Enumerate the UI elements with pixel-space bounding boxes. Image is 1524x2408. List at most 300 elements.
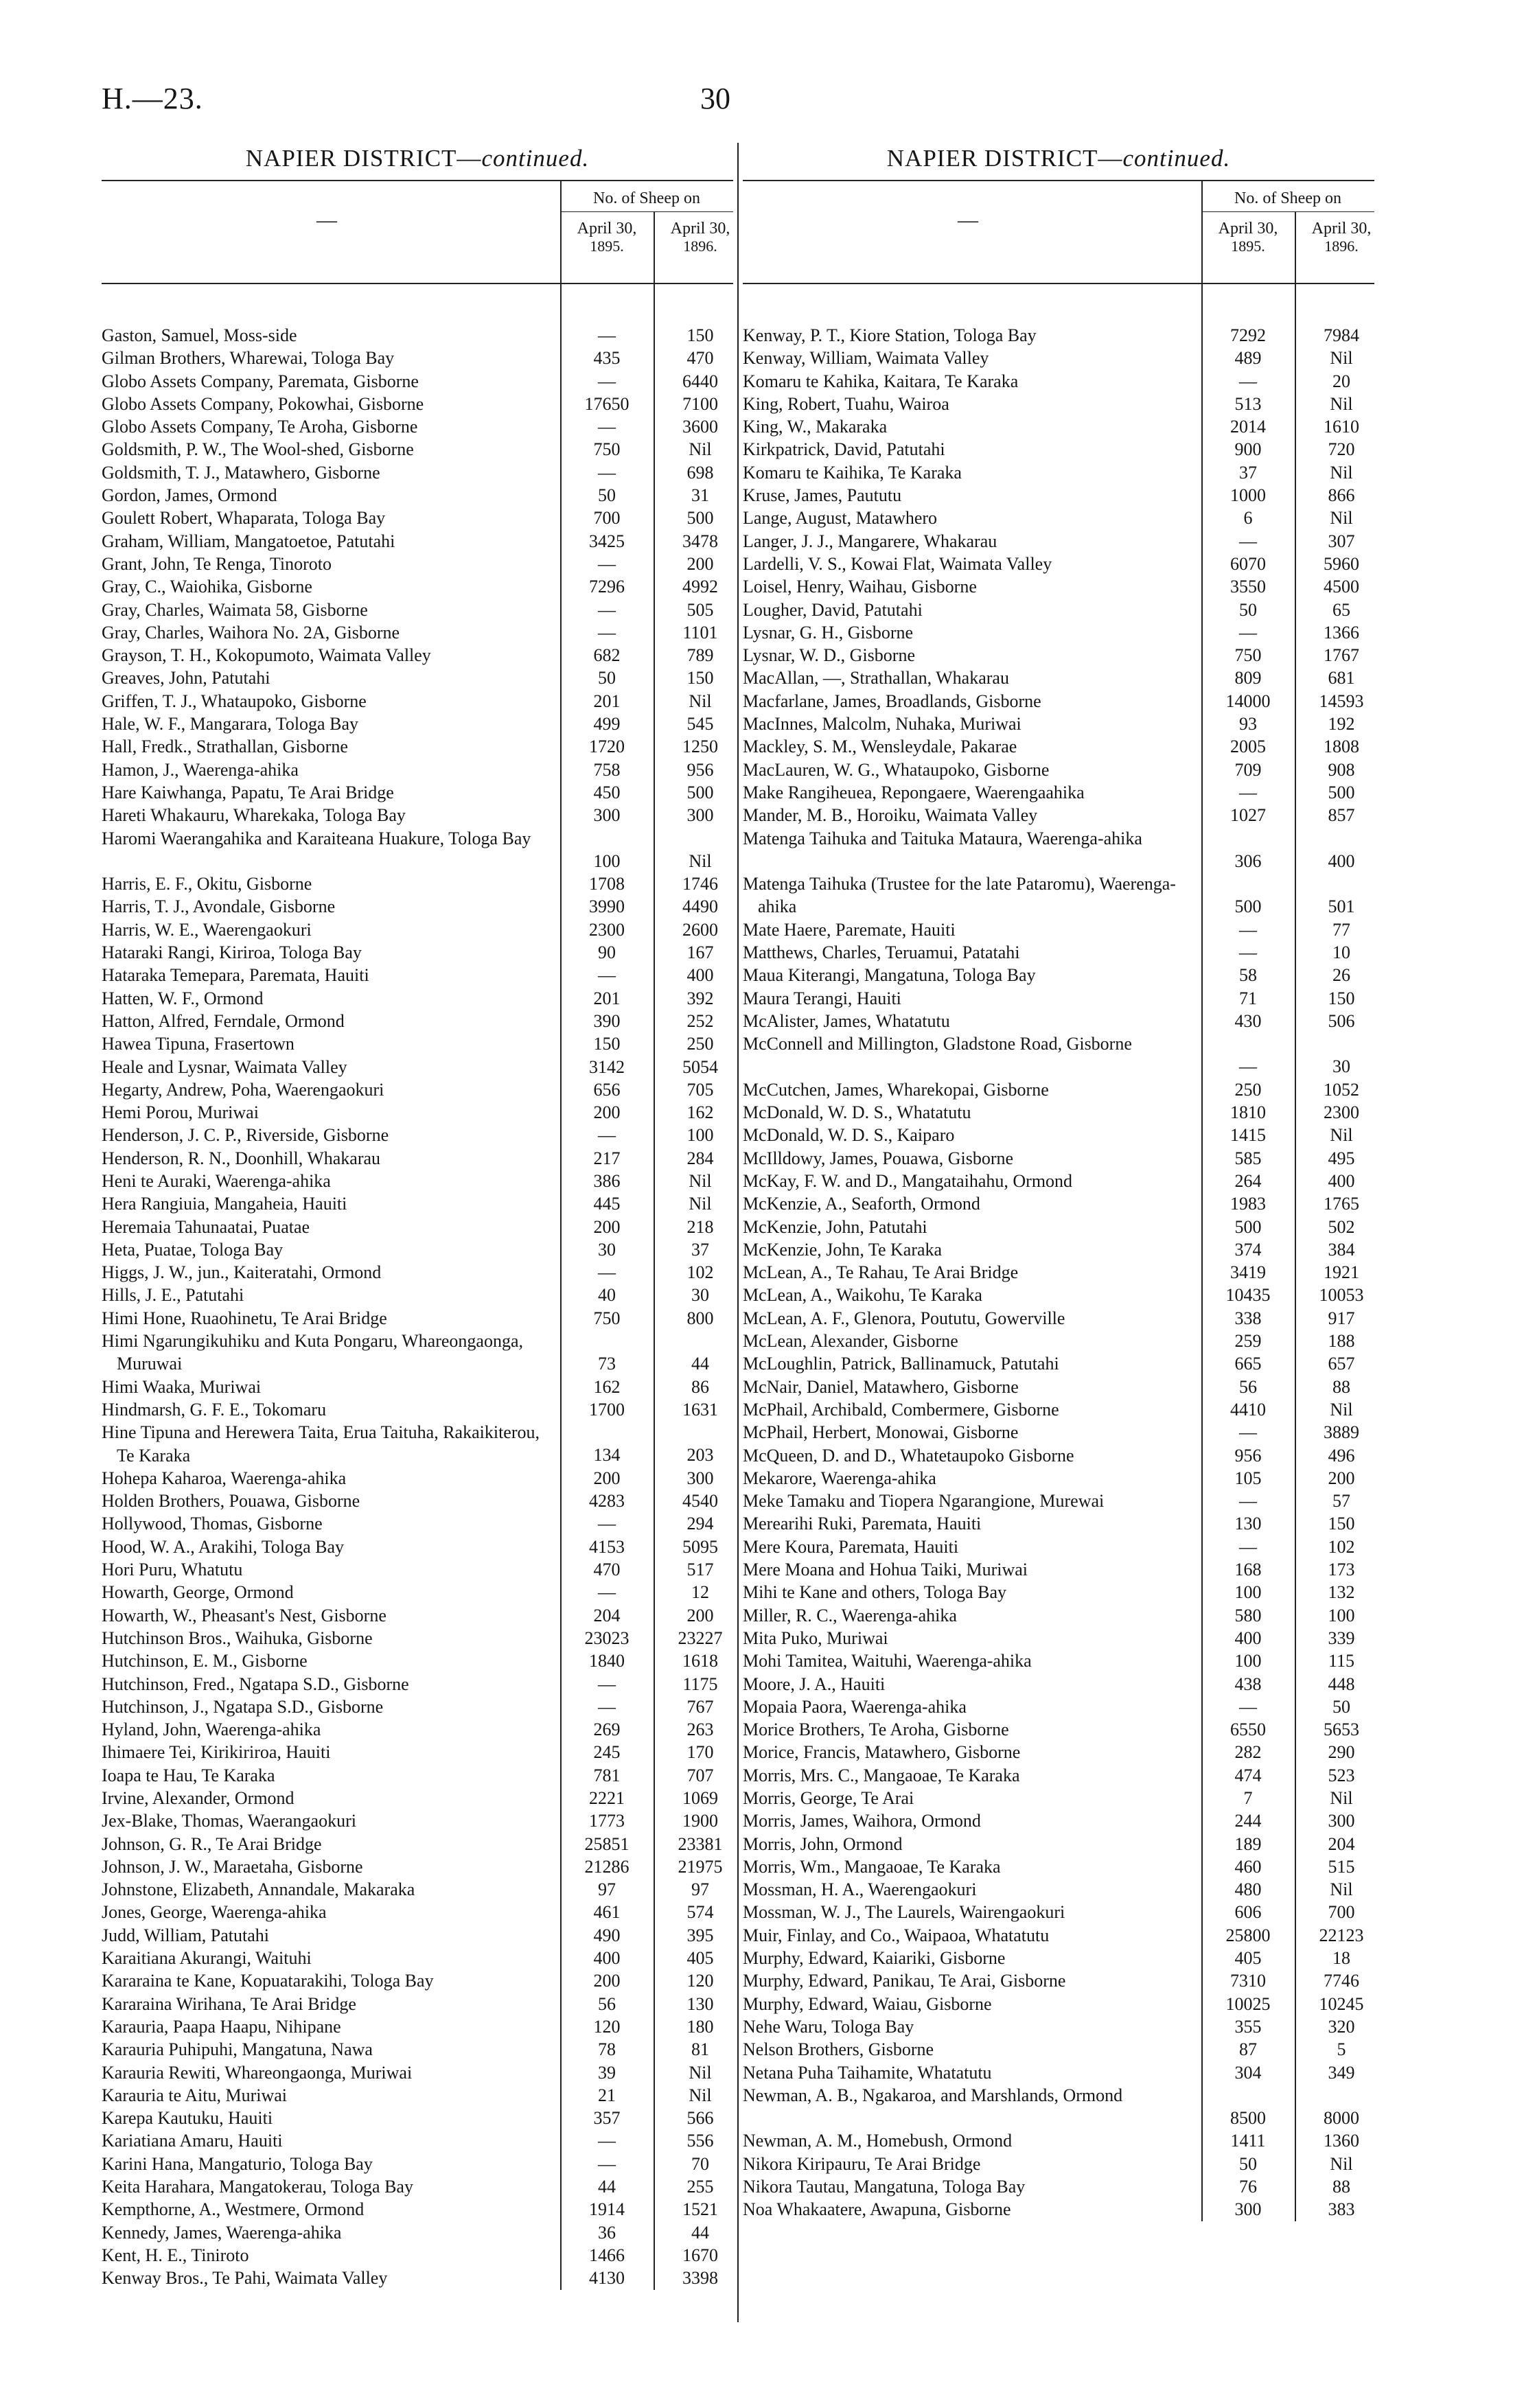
owner-name: Nehe Waru, Tologa Bay bbox=[743, 2016, 914, 2037]
table-row bbox=[102, 1878, 733, 1901]
sheep-1896: 917 bbox=[1328, 1308, 1355, 1328]
sheep-1896: Nil bbox=[689, 1194, 712, 1214]
sheep-1895: 355 bbox=[1234, 2016, 1262, 2037]
left-column bbox=[102, 137, 733, 2290]
sheep-1895: 250 bbox=[1234, 1079, 1262, 1100]
sheep-1895: — bbox=[1239, 531, 1257, 551]
sheep-1895: 269 bbox=[593, 1720, 621, 1740]
owner-name: McQueen, D. and D., Whatetaupoko Gisborne bbox=[743, 1445, 1074, 1466]
owner-name: Mohi Tamitea, Waituhi, Waerenga-ahika bbox=[743, 1651, 1032, 1671]
sheep-1896: 496 bbox=[1328, 1445, 1355, 1466]
sheep-1896: 720 bbox=[1328, 439, 1355, 460]
header-date-line: April 30, bbox=[1218, 220, 1278, 238]
owner-name: Maura Terangi, Hauiti bbox=[743, 988, 901, 1008]
owner-name: Karauria Rewiti, Whareongaonga, Muriwai bbox=[102, 2062, 413, 2083]
sheep-1895: 3425 bbox=[589, 531, 625, 551]
sheep-1896: 290 bbox=[1328, 1742, 1355, 1763]
table-row bbox=[102, 599, 733, 621]
sheep-1896: 500 bbox=[686, 508, 714, 529]
owner-name: Hyland, John, Waerenga-ahika bbox=[102, 1720, 321, 1740]
table-row bbox=[102, 1421, 733, 1467]
owner-name: Macfarlane, James, Broadlands, Gisborne bbox=[743, 691, 1041, 711]
table-row bbox=[743, 1604, 1374, 1627]
owner-name: Ihimaere Tei, Kirikiriroa, Hauiti bbox=[102, 1742, 331, 1763]
sheep-1895: 200 bbox=[593, 1468, 621, 1488]
table-row bbox=[743, 1855, 1374, 1878]
owner-name: Judd, William, Patutahi bbox=[102, 1925, 270, 1945]
sheep-1896: 400 bbox=[1328, 850, 1355, 871]
sheep-1895: 300 bbox=[593, 805, 621, 826]
table-row bbox=[743, 1261, 1374, 1284]
sheep-1896: 150 bbox=[1328, 1514, 1355, 1534]
table-row bbox=[743, 1170, 1374, 1192]
owner-name: Hataraki Rangi, Kiriroa, Tologa Bay bbox=[102, 942, 362, 963]
sheep-1896: 707 bbox=[686, 1765, 714, 1785]
sheep-1896: 574 bbox=[686, 1902, 714, 1923]
owner-name: Morice, Francis, Matawhero, Gisborne bbox=[743, 1742, 1021, 1763]
owner-name: Lardelli, V. S., Kowai Flat, Waimata Valley bbox=[743, 553, 1052, 574]
sheep-1895: 580 bbox=[1234, 1605, 1262, 1625]
owner-name: Goldsmith, P. W., The Wool-shed, Gisborne bbox=[102, 439, 414, 460]
sheep-1896: 5960 bbox=[1324, 553, 1359, 574]
table-row bbox=[743, 941, 1374, 964]
owner-name: Howarth, W., Pheasant's Nest, Gisborne bbox=[102, 1605, 386, 1625]
sheep-1896: 252 bbox=[686, 1010, 714, 1031]
sheep-1896: 4490 bbox=[682, 896, 718, 917]
table-row bbox=[743, 1238, 1374, 1261]
owner-name: Mihi te Kane and others, Tologa Bay bbox=[743, 1582, 1007, 1603]
owner-name: Grant, John, Te Renga, Tinoroto bbox=[102, 553, 332, 574]
table-row bbox=[102, 1536, 733, 1558]
owner-name: Karini Hana, Mangaturio, Tologa Bay bbox=[102, 2153, 373, 2174]
sheep-1895: 50 bbox=[1239, 2153, 1257, 2174]
sheep-1895: 758 bbox=[593, 759, 621, 780]
sheep-1896: Nil bbox=[689, 2085, 712, 2105]
owner-name: Mere Moana and Hohua Taiki, Muriwai bbox=[743, 1560, 1028, 1580]
sheep-1895: 1708 bbox=[589, 874, 625, 894]
owner-name: Gaston, Samuel, Moss-side bbox=[102, 325, 297, 345]
sheep-1896: 100 bbox=[686, 1125, 714, 1146]
sheep-1895: 56 bbox=[598, 1993, 616, 2014]
table-row bbox=[102, 713, 733, 735]
sheep-1896: 1670 bbox=[682, 2245, 718, 2265]
owner-name: Hamon, J., Waerenga-ahika bbox=[102, 759, 299, 780]
table-row bbox=[102, 827, 733, 873]
table-header-right bbox=[743, 180, 1374, 284]
sheep-1896: 320 bbox=[1328, 2016, 1355, 2037]
sheep-1896: 20 bbox=[1332, 371, 1350, 391]
sheep-1895: 150 bbox=[593, 1034, 621, 1054]
sheep-1895: 87 bbox=[1239, 2039, 1257, 2060]
sheep-1895: 4130 bbox=[589, 2268, 625, 2289]
owner-name: MacLauren, W. G., Whataupoko, Gisborne bbox=[743, 759, 1050, 780]
table-row bbox=[102, 1307, 733, 1330]
table-row bbox=[743, 964, 1374, 986]
table-row bbox=[102, 1558, 733, 1581]
table-row bbox=[102, 941, 733, 964]
sheep-1895: 304 bbox=[1234, 2062, 1262, 2083]
table-row bbox=[102, 1192, 733, 1215]
sheep-1896: Nil bbox=[689, 439, 712, 460]
sheep-1896: 97 bbox=[691, 1879, 709, 1900]
table-row bbox=[102, 804, 733, 826]
sheep-1896: 30 bbox=[1332, 1056, 1350, 1077]
sheep-1895: — bbox=[598, 2153, 616, 2174]
sheep-1896: 515 bbox=[1328, 1856, 1355, 1877]
sheep-1895: — bbox=[1239, 1536, 1257, 1557]
sheep-1895: — bbox=[598, 1125, 616, 1146]
owner-name: McPhail, Archibald, Combermere, Gisborne bbox=[743, 1399, 1059, 1420]
sheep-1895: 105 bbox=[1234, 1468, 1262, 1488]
header-year-line: 1896. bbox=[683, 238, 717, 255]
sheep-1896: 5 bbox=[1337, 2039, 1346, 2060]
sheep-1896: 86 bbox=[691, 1376, 709, 1397]
owner-name: Mita Puko, Muriwai bbox=[743, 1628, 888, 1648]
table-row bbox=[102, 2175, 733, 2198]
owner-name: Hataraka Temepara, Paremata, Hauiti bbox=[102, 965, 369, 986]
sheep-1895: 100 bbox=[593, 850, 621, 871]
sheep-1895: 50 bbox=[598, 668, 616, 688]
sheep-1896: 31 bbox=[691, 485, 709, 506]
sheep-1896: 1360 bbox=[1324, 2131, 1359, 2151]
section-title-right: NAPIER DISTRICT—continued. bbox=[886, 145, 1231, 172]
sheep-1895: 490 bbox=[593, 1925, 621, 1945]
table-row bbox=[102, 1787, 733, 1809]
sheep-1896: 523 bbox=[1328, 1765, 1355, 1785]
sheep-1896: 400 bbox=[1328, 1170, 1355, 1191]
sheep-1895: 189 bbox=[1234, 1833, 1262, 1854]
sheep-1895: 300 bbox=[1234, 2199, 1262, 2220]
table-row bbox=[102, 2129, 733, 2152]
owner-name: Matenga Taihuka and Taituka Mataura, Waerenga-ahika bbox=[743, 828, 1142, 848]
owner-name: Noa Whakaatere, Awapuna, Gisborne bbox=[743, 2199, 1011, 2220]
owner-name: Hutchinson, E. M., Gisborne bbox=[102, 1651, 308, 1671]
owner-name: Karauria Puhipuhi, Mangatuna, Nawa bbox=[102, 2039, 373, 2060]
owner-name: McNair, Daniel, Matawhero, Gisborne bbox=[743, 1376, 1019, 1397]
sheep-1895: 10025 bbox=[1225, 1993, 1271, 2014]
owner-name: Newman, A. B., Ngakaroa, and Marshlands, Ormond bbox=[743, 2085, 1123, 2105]
sheep-1896: 1746 bbox=[682, 874, 718, 894]
table-row bbox=[102, 2153, 733, 2175]
table-row bbox=[102, 484, 733, 507]
sheep-1896: 162 bbox=[686, 1102, 714, 1123]
sheep-1895: 2300 bbox=[589, 919, 625, 940]
table-row bbox=[743, 1878, 1374, 1901]
owner-name: Nikora Tautau, Mangatuna, Tologa Bay bbox=[743, 2177, 1026, 2197]
owner-name: Hatton, Alfred, Ferndale, Ormond bbox=[102, 1010, 345, 1031]
table-row bbox=[102, 2267, 733, 2289]
sheep-1896: 102 bbox=[686, 1262, 714, 1283]
sheep-1896: 1175 bbox=[682, 1674, 718, 1694]
sheep-1895: 244 bbox=[1234, 1811, 1262, 1831]
sheep-1895: 665 bbox=[1234, 1354, 1262, 1374]
table-row bbox=[743, 1010, 1374, 1032]
sheep-1896: Nil bbox=[689, 691, 712, 711]
table-row bbox=[743, 1124, 1374, 1146]
sheep-1895: — bbox=[1239, 942, 1257, 963]
owner-name: Kruse, James, Paututu bbox=[743, 485, 902, 506]
table-row bbox=[102, 1741, 733, 1763]
owner-name: Lysnar, W. D., Gisborne bbox=[743, 645, 915, 666]
sheep-1895: 6070 bbox=[1230, 553, 1266, 574]
sheep-1896: 57 bbox=[1332, 1491, 1350, 1512]
sheep-1895: — bbox=[1239, 782, 1257, 802]
sheep-1895: — bbox=[598, 1696, 616, 1717]
sheep-1896: 203 bbox=[686, 1445, 714, 1466]
table-row bbox=[102, 1695, 733, 1718]
header-blank-dash: — bbox=[958, 209, 978, 231]
sheep-1896: 7746 bbox=[1324, 1971, 1359, 1991]
table-row bbox=[102, 553, 733, 575]
owner-name: Maua Kiterangi, Mangatuna, Tologa Bay bbox=[743, 965, 1036, 986]
table-row bbox=[743, 1695, 1374, 1718]
sheep-1895: — bbox=[1239, 1422, 1257, 1443]
owner-name: Kararaina Wirihana, Te Arai Bridge bbox=[102, 1993, 356, 2014]
table-row bbox=[743, 507, 1374, 529]
table-row bbox=[102, 370, 733, 393]
sheep-1896: 383 bbox=[1328, 2199, 1355, 2220]
table-row bbox=[743, 1032, 1374, 1078]
table-row bbox=[743, 415, 1374, 438]
sheep-1895: 405 bbox=[1234, 1948, 1262, 1969]
sheep-1896: 501 bbox=[1328, 896, 1355, 917]
table-row bbox=[743, 1352, 1374, 1375]
owner-name: King, W., Makaraka bbox=[743, 417, 888, 437]
owner-name: Johnstone, Elizabeth, Annandale, Makaraka bbox=[102, 1879, 415, 1900]
header-year-line: 1895. bbox=[590, 238, 624, 255]
table-row bbox=[102, 1833, 733, 1855]
table-row bbox=[102, 1330, 733, 1376]
sheep-1896: 908 bbox=[1328, 759, 1355, 780]
sheep-1896: 180 bbox=[686, 2016, 714, 2037]
owner-name: Netana Puha Taihamite, Whatatutu bbox=[743, 2062, 992, 2083]
sheep-1895: 460 bbox=[1234, 1856, 1262, 1877]
sheep-1896: 4992 bbox=[682, 577, 718, 597]
table-row bbox=[102, 1467, 733, 1490]
sheep-1896: 349 bbox=[1328, 2062, 1355, 2083]
sheep-1895: — bbox=[598, 462, 616, 483]
sheep-1896: 102 bbox=[1328, 1536, 1355, 1557]
header-date-line: April 30, bbox=[1311, 220, 1372, 238]
sheep-1895: 282 bbox=[1234, 1742, 1262, 1763]
sheep-1895: 78 bbox=[598, 2039, 616, 2060]
table-row bbox=[102, 2221, 733, 2244]
table-row bbox=[102, 1993, 733, 2015]
sheep-1895: 450 bbox=[593, 782, 621, 802]
sheep-1896: 50 bbox=[1332, 1696, 1350, 1717]
sheep-1896: 1250 bbox=[682, 737, 718, 757]
sheep-1896: 188 bbox=[1328, 1331, 1355, 1352]
sheep-1895: 2005 bbox=[1230, 737, 1266, 757]
table-row bbox=[102, 1649, 733, 1672]
sheep-1896: 21975 bbox=[678, 1856, 723, 1877]
sheep-1895: 606 bbox=[1234, 1902, 1262, 1923]
table-row bbox=[102, 1718, 733, 1741]
owner-name: Harris, E. F., Okitu, Gisborne bbox=[102, 874, 312, 894]
sheep-1896: 65 bbox=[1332, 599, 1350, 620]
owner-name: Hemi Porou, Muriwai bbox=[102, 1102, 259, 1123]
table-row bbox=[102, 2107, 733, 2129]
table-row bbox=[743, 2153, 1374, 2175]
owner-name: Jex-Blake, Thomas, Waerangaokuri bbox=[102, 1811, 356, 1831]
owner-name: Mate Haere, Paremate, Hauiti bbox=[743, 919, 956, 940]
owner-name: Nikora Kiripauru, Te Arai Bridge bbox=[743, 2153, 981, 2174]
owner-name: Komaru te Kahika, Kaitara, Te Karaka bbox=[743, 371, 1019, 391]
owner-name: Karepa Kautuku, Hauiti bbox=[102, 2108, 273, 2129]
table-row bbox=[743, 1147, 1374, 1170]
owner-name: McConnell and Millington, Gladstone Road, Gisborne bbox=[743, 1034, 1132, 1054]
owner-name: Muir, Finlay, and Co., Waipaoa, Whatatutu bbox=[743, 1925, 1050, 1945]
sheep-1896: 23227 bbox=[678, 1628, 723, 1648]
sheep-1895: 71 bbox=[1239, 988, 1257, 1008]
sheep-1895: 1700 bbox=[589, 1399, 625, 1420]
table-row bbox=[743, 1216, 1374, 1238]
sheep-1895: 36 bbox=[598, 2222, 616, 2243]
owner-name: Johnson, G. R., Te Arai Bridge bbox=[102, 1833, 322, 1854]
sheep-1896: 300 bbox=[1328, 1811, 1355, 1831]
sheep-1895: 200 bbox=[593, 1216, 621, 1237]
sheep-1896: 1069 bbox=[682, 1788, 718, 1808]
table-row bbox=[743, 599, 1374, 621]
report-reference: H.—23. bbox=[102, 82, 203, 115]
sheep-1895: 1914 bbox=[589, 2199, 625, 2220]
table-row bbox=[743, 918, 1374, 941]
sheep-1895: 201 bbox=[593, 988, 621, 1008]
owner-name: Jones, George, Waerenga-ahika bbox=[102, 1902, 327, 1923]
sheep-1896: 1808 bbox=[1324, 737, 1359, 757]
table-row bbox=[743, 1673, 1374, 1695]
sheep-1896: 88 bbox=[1332, 2177, 1350, 2197]
sheep-1895: 781 bbox=[593, 1765, 621, 1785]
owner-name: McKenzie, A., Seaforth, Ormond bbox=[743, 1194, 980, 1214]
owner-name: Moore, J. A., Hauiti bbox=[743, 1674, 886, 1694]
sheep-1895: 900 bbox=[1234, 439, 1262, 460]
owner-name: Grayson, T. H., Kokopumoto, Waimata Valley bbox=[102, 645, 431, 666]
sheep-1895: 1000 bbox=[1230, 485, 1266, 506]
sheep-1896: 405 bbox=[686, 1948, 714, 1969]
table-row bbox=[102, 1124, 733, 1146]
page-number: 30 bbox=[700, 82, 730, 115]
table-row bbox=[102, 530, 733, 553]
sheep-1896: 500 bbox=[1328, 782, 1355, 802]
sheep-1895: 259 bbox=[1234, 1331, 1262, 1352]
owner-name: Hutchinson, J., Ngatapa S.D., Gisborne bbox=[102, 1696, 384, 1717]
sheep-1895: 10435 bbox=[1225, 1285, 1271, 1306]
sheep-1896: 448 bbox=[1328, 1674, 1355, 1694]
owner-name: McAlister, James, Whatatutu bbox=[743, 1010, 950, 1031]
table-row bbox=[102, 621, 733, 644]
sheep-1896: 1052 bbox=[1324, 1079, 1359, 1100]
sheep-1896: 132 bbox=[1328, 1582, 1355, 1603]
owner-name: Karauria, Paapa Haapu, Nihipane bbox=[102, 2016, 341, 2037]
sheep-1895: 390 bbox=[593, 1010, 621, 1031]
sheep-1896: Nil bbox=[689, 2062, 712, 2083]
sheep-1896: 1767 bbox=[1324, 645, 1359, 666]
table-row bbox=[743, 1558, 1374, 1581]
sheep-1895: 50 bbox=[598, 485, 616, 506]
table-row bbox=[743, 1787, 1374, 1809]
sheep-1895: 40 bbox=[598, 1285, 616, 1306]
owner-name: Langer, J. J., Mangarere, Whakarau bbox=[743, 531, 997, 551]
sheep-1896: Nil bbox=[689, 1170, 712, 1191]
sheep-1896: 5095 bbox=[682, 1536, 718, 1557]
owner-name: Mossman, W. J., The Laurels, Wairengaokuri bbox=[743, 1902, 1065, 1923]
sheep-1895: 120 bbox=[593, 2016, 621, 2037]
owner-name: Nelson Brothers, Gisborne bbox=[743, 2039, 934, 2060]
owner-name: Lougher, David, Patutahi bbox=[743, 599, 923, 620]
sheep-1895: — bbox=[598, 1262, 616, 1283]
table-row bbox=[743, 2198, 1374, 2221]
table-row bbox=[743, 667, 1374, 689]
sheep-1895: 4153 bbox=[589, 1536, 625, 1557]
table-row bbox=[743, 2038, 1374, 2061]
sheep-1896: 10 bbox=[1332, 942, 1350, 963]
sheep-1895: — bbox=[598, 599, 616, 620]
table-row bbox=[743, 1421, 1374, 1444]
owner-name: Meke Tamaku and Tiopera Ngarangione, Murewai bbox=[743, 1491, 1105, 1512]
table-row bbox=[743, 1901, 1374, 1923]
sheep-1896: 566 bbox=[686, 2108, 714, 2129]
table-row bbox=[102, 1581, 733, 1604]
sheep-1896: 1521 bbox=[682, 2199, 718, 2220]
sheep-1896: 10245 bbox=[1319, 1993, 1364, 2014]
table-row bbox=[743, 1809, 1374, 1832]
sheep-1895: 1027 bbox=[1230, 805, 1266, 826]
table-row bbox=[743, 1536, 1374, 1558]
table-row bbox=[102, 1969, 733, 1992]
owner-name: Mere Koura, Paremata, Hauiti bbox=[743, 1536, 959, 1557]
sheep-1896: 130 bbox=[686, 1993, 714, 2014]
header-group-label: No. of Sheep on bbox=[1201, 185, 1374, 212]
header-april-1896 bbox=[655, 220, 746, 255]
sheep-1896: 100 bbox=[1328, 1605, 1355, 1625]
owner-name: Johnson, J. W., Maraetaha, Gisborne bbox=[102, 1856, 363, 1877]
owner-name: McKenzie, John, Te Karaka bbox=[743, 1239, 943, 1260]
table-row bbox=[102, 735, 733, 758]
header-april-1896 bbox=[1296, 220, 1387, 255]
sheep-1895: 21286 bbox=[584, 1856, 630, 1877]
sheep-1895: 7310 bbox=[1230, 1971, 1266, 1991]
sheep-1896: 789 bbox=[686, 645, 714, 666]
owner-name: Haromi Waerangahika and Karaiteana Huakure, Tologa Bay bbox=[102, 828, 531, 848]
owner-name: Komaru te Kaihika, Te Karaka bbox=[743, 462, 962, 483]
table-row bbox=[102, 1056, 733, 1078]
sheep-1895: — bbox=[598, 622, 616, 642]
table-row bbox=[743, 1833, 1374, 1855]
sheep-1895: 306 bbox=[1234, 850, 1262, 871]
sheep-1896: 88 bbox=[1332, 1376, 1350, 1397]
sheep-1895: — bbox=[598, 965, 616, 986]
sheep-1895: 200 bbox=[593, 1102, 621, 1123]
sheep-1895: 374 bbox=[1234, 1239, 1262, 1260]
table-row bbox=[102, 1376, 733, 1398]
sheep-1895: 3419 bbox=[1230, 1262, 1266, 1283]
sheep-1895: 17650 bbox=[584, 393, 630, 414]
table-row bbox=[743, 781, 1374, 804]
owner-name: Murphy, Edward, Kaiariki, Gisborne bbox=[743, 1948, 1006, 1969]
header-year-line: 1896. bbox=[1324, 238, 1359, 255]
sheep-1895: — bbox=[1239, 1696, 1257, 1717]
table-row bbox=[102, 667, 733, 689]
table-row bbox=[102, 690, 733, 713]
sheep-1895: 338 bbox=[1234, 1308, 1262, 1328]
sheep-1896: 705 bbox=[686, 1079, 714, 1100]
sheep-1896: 44 bbox=[691, 1354, 709, 1374]
sheep-1896: 3478 bbox=[682, 531, 718, 551]
sheep-1895: 400 bbox=[593, 1948, 621, 1969]
owner-name: Himi Ngarungikuhiku and Kuta Pongaru, Whareongaonga, Muruwai bbox=[102, 1331, 523, 1374]
sheep-1895: 500 bbox=[1234, 1216, 1262, 1237]
